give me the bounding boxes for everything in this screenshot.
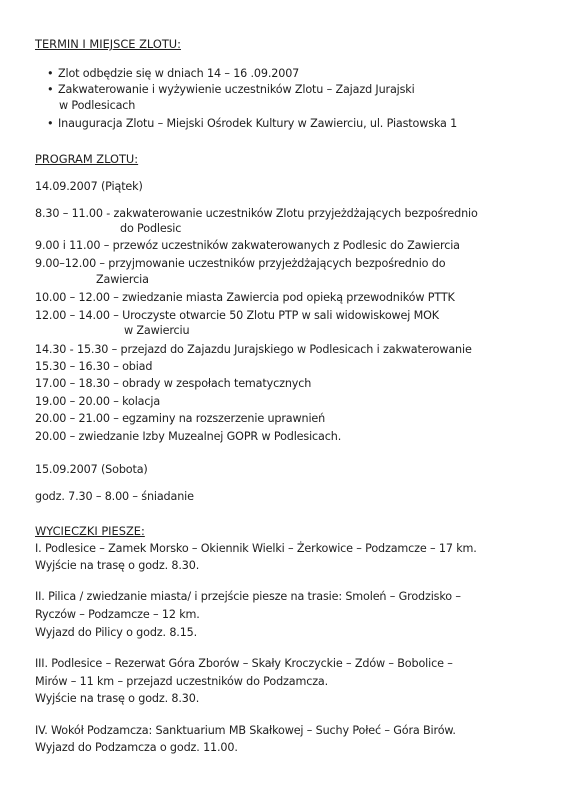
trip-4 [35, 724, 550, 738]
trip-2-text: II. Pilica / zwiedzanie miasta/ i przejście piesze na trasie: Smoleń – Grodzisko – [35, 590, 461, 603]
trip-3-cont: Mirów – 11 km – przejazd uczestników do Podzamcza. [35, 675, 329, 688]
program-item: godz. 7.30 – 8.00 – śniadanie [35, 490, 194, 503]
accommodation-text: • Zakwaterowanie i wyżywienie uczestników Zlotu – Zajazd Jurajski [58, 83, 415, 96]
trip-2 [35, 590, 550, 604]
program-item: 20.00 – zwiedzanie Izby Muzealnej GOPR w Podlesicach. [35, 430, 342, 443]
bullet-accommodation-cont: w Podlesicach [59, 99, 136, 112]
heading-program: PROGRAM ZLOTU: [35, 152, 139, 166]
trip-3-departure: Wyjście na trasę o godz. 8.30. [35, 692, 200, 705]
program-item-cont: w Zawierciu [124, 324, 190, 337]
day1-title: 14.09.2007 (Piątek) [35, 180, 143, 193]
trip-1-departure: Wyjście na trasę o godz. 8.30. [35, 559, 200, 572]
program-item: 14.30 - 15.30 – przejazd do Zajazdu Jurajskiego w Podlesicach i zakwaterowanie [35, 343, 472, 356]
bullet-inauguration: • Inauguracja Zlotu – Miejski Ośrodek Kultury w Zawierciu, ul. Piastowska 1 [58, 117, 457, 131]
program-item: 8.30 – 11.00 - zakwaterowanie uczestników Zlotu przyjeżdżających bezpośrednio [35, 207, 478, 220]
trip-2-cont: Ryczów – Podzamcze – 12 km. [35, 608, 200, 621]
heading-trips: WYCIECZKI PIESZE: [35, 524, 145, 538]
program-item-cont: Zawiercia [96, 273, 149, 286]
trip-2-departure: Wyjazd do Pilicy o godz. 8.15. [35, 626, 198, 639]
program-item: 17.00 – 18.30 – obrady w zespołach tematycznych [35, 377, 312, 390]
trip-1 [35, 542, 550, 556]
program-item: 10.00 – 12.00 – zwiedzanie miasta Zawiercia pod opieką przewodników PTTK [35, 291, 455, 304]
trip-1-text: I. Podlesice – Zamek Morsko – Okiennik Wielki – Żerkowice – Podzamcze – 17 km. [35, 542, 477, 555]
trip-4-departure: Wyjazd do Podzamcza o godz. 11.00. [35, 741, 238, 754]
trip-3-text: III. Podlesice – Rezerwat Góra Zborów – Skały Kroczyckie – Zdów – Bobolice – [35, 657, 453, 670]
day2-title: 15.09.2007 (Sobota) [35, 463, 148, 476]
trip-3 [35, 657, 550, 671]
heading-termin: TERMIN I MIEJSCE ZLOTU: [35, 37, 181, 51]
program-item: 20.00 – 21.00 – egzaminy na rozszerzenie uprawnień [35, 412, 326, 425]
trip-4-text: IV. Wokół Podzamcza: Sanktuarium MB Skałkowej – Suchy Połeć – Góra Birów. [35, 724, 456, 737]
program-item: 9.00 i 11.00 – przewóz uczestników zakwaterowanych z Podlesic do Zawiercia [35, 239, 460, 252]
program-item-cont: do Podlesic [120, 222, 182, 235]
program-item: 15.30 – 16.30 – obiad [35, 360, 153, 373]
program-item: 19.00 – 20.00 – kolacja [35, 395, 161, 408]
bullet-zlot-dates: • Zlot odbędzie się w dniach 14 – 16 .09.2007 [58, 67, 299, 81]
program-item: 12.00 – 14.00 – Uroczyste otwarcie 50 Zlotu PTP w sali widowiskowej MOK [35, 309, 439, 322]
program-item: 9.00–12.00 – przyjmowanie uczestników przyjeżdżających bezpośrednio do [35, 257, 446, 270]
bullet-accommodation [58, 83, 552, 97]
